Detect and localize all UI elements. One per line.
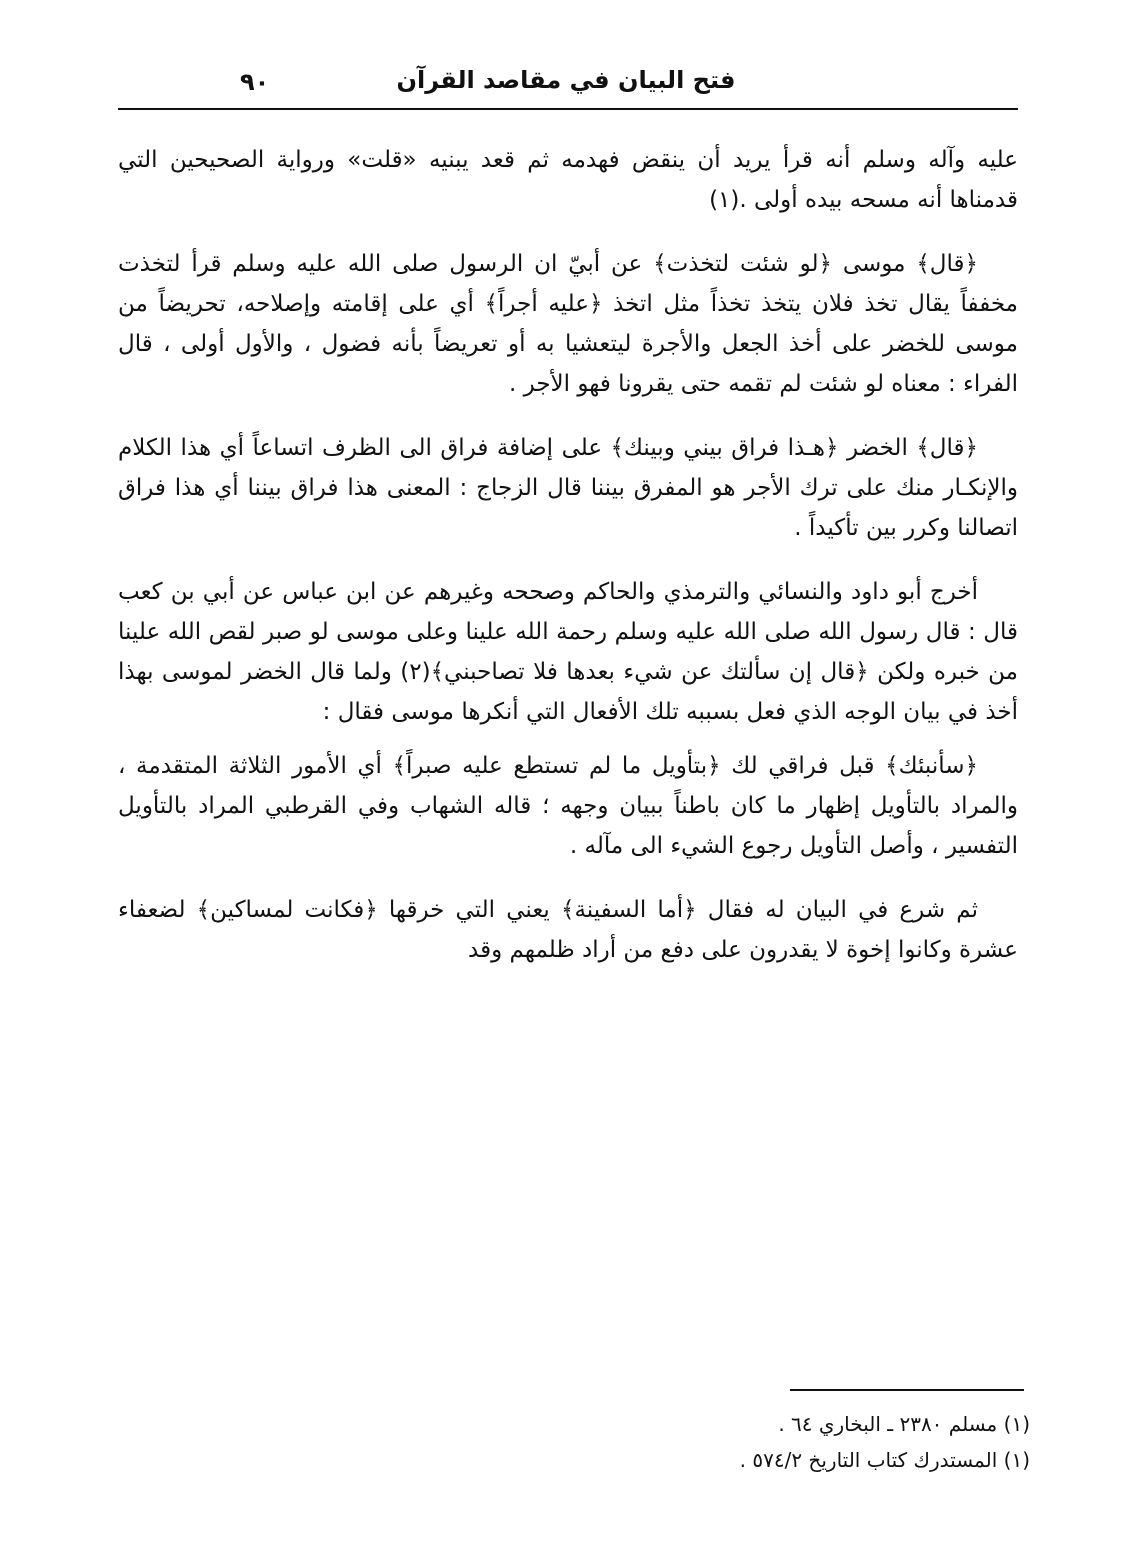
footnote-2: (١) المستدرك كتاب التاريخ ٥٧٤/٢ . [739, 1448, 1030, 1472]
main-text [118, 140, 1018, 994]
footnotes [500, 1406, 1030, 1478]
paragraph-5: ﴿سأنبئك﴾ قبل فراقي لك ﴿بتأويل ما لم تستطع عليه صبراً﴾ أي الأمور الثلاثة المتقدمة ، والمراد بالتأويل إظهار ما كان باطناً ببيان وجهه ؛ قاله الشهاب وفي القرطبي المراد بالتأويل التفسير ، وأصل التأويل رجوع الشيء الى مآله . [118, 753, 1018, 859]
paragraph-4: أخرج أبو داود والنسائي والترمذي والحاكم وصححه وغيرهم عن ابن عباس عن أبي بن كعب قال : قال رسول الله صلى الله عليه وسلم رحمة الله علينا وعلى موسى لو صبر لقص الله علينا من خبره ولكن ﴿قال إن سألتك عن شيء بعدها فلا تصاحبني﴾(٢) ولما قال الخضر لموسى بهذا أخذ في بيان الوجه الذي فعل بسببه تلك الأفعال التي أنكرها موسى فقال : [118, 579, 1019, 725]
footnote-divider [790, 1389, 1024, 1391]
book-title: فتح البيان في مقاصد القرآن [396, 66, 736, 94]
footnote-1: (١) مسلم ٢٣٨٠ ـ البخاري ٦٤ . [778, 1412, 1030, 1436]
paragraph-2: ﴿قال﴾ موسى ﴿لو شئت لتخذت﴾ عن أبيّ ان الرسول صلى الله عليه وسلم قرأ لتخذت مخففاً يقال تخذ فلان يتخذ تخذاً مثل اتخذ ﴿عليه أجراً﴾ أي على إقامته وإصلاحه، تحريضاً من موسى للخضر على أخذ الجعل والأجرة ليتعشيا به أو تعريضاً بأنه فضول ، والأول أولى ، قال الفراء : معناه لو شئت لم تقمه حتى يقرونا فهو الأجر . [118, 251, 1018, 397]
page-number: ٩٠ [240, 68, 270, 96]
header-divider [118, 108, 1018, 110]
paragraph-1: عليه وآله وسلم أنه قرأ يريد أن ينقض فهدمه ثم قعد يبنيه «قلت» ورواية الصحيحين التي قدمناها أنه مسحه بيده أولى .(١) [118, 147, 1018, 213]
paragraph-3: ﴿قال﴾ الخضر ﴿هـذا فراق بيني وبينك﴾ على إضافة فراق الى الظرف اتساعاً أي هذا الكلام والإنكـار منك على ترك الأجر هو المفرق بيننا قال الزجاج : المعنى هذا فراق بيننا أي هذا فراق اتصالنا وكرر بين تأكيداً . [118, 435, 1018, 541]
page-header [118, 62, 1014, 108]
paragraph-6: ثم شرع في البيان له فقال ﴿أما السفينة﴾ يعني التي خرقها ﴿فكانت لمساكين﴾ لضعفاء عشرة وكانوا إخوة لا يقدرون على دفع من أراد ظلمهم وقد [118, 897, 1018, 963]
